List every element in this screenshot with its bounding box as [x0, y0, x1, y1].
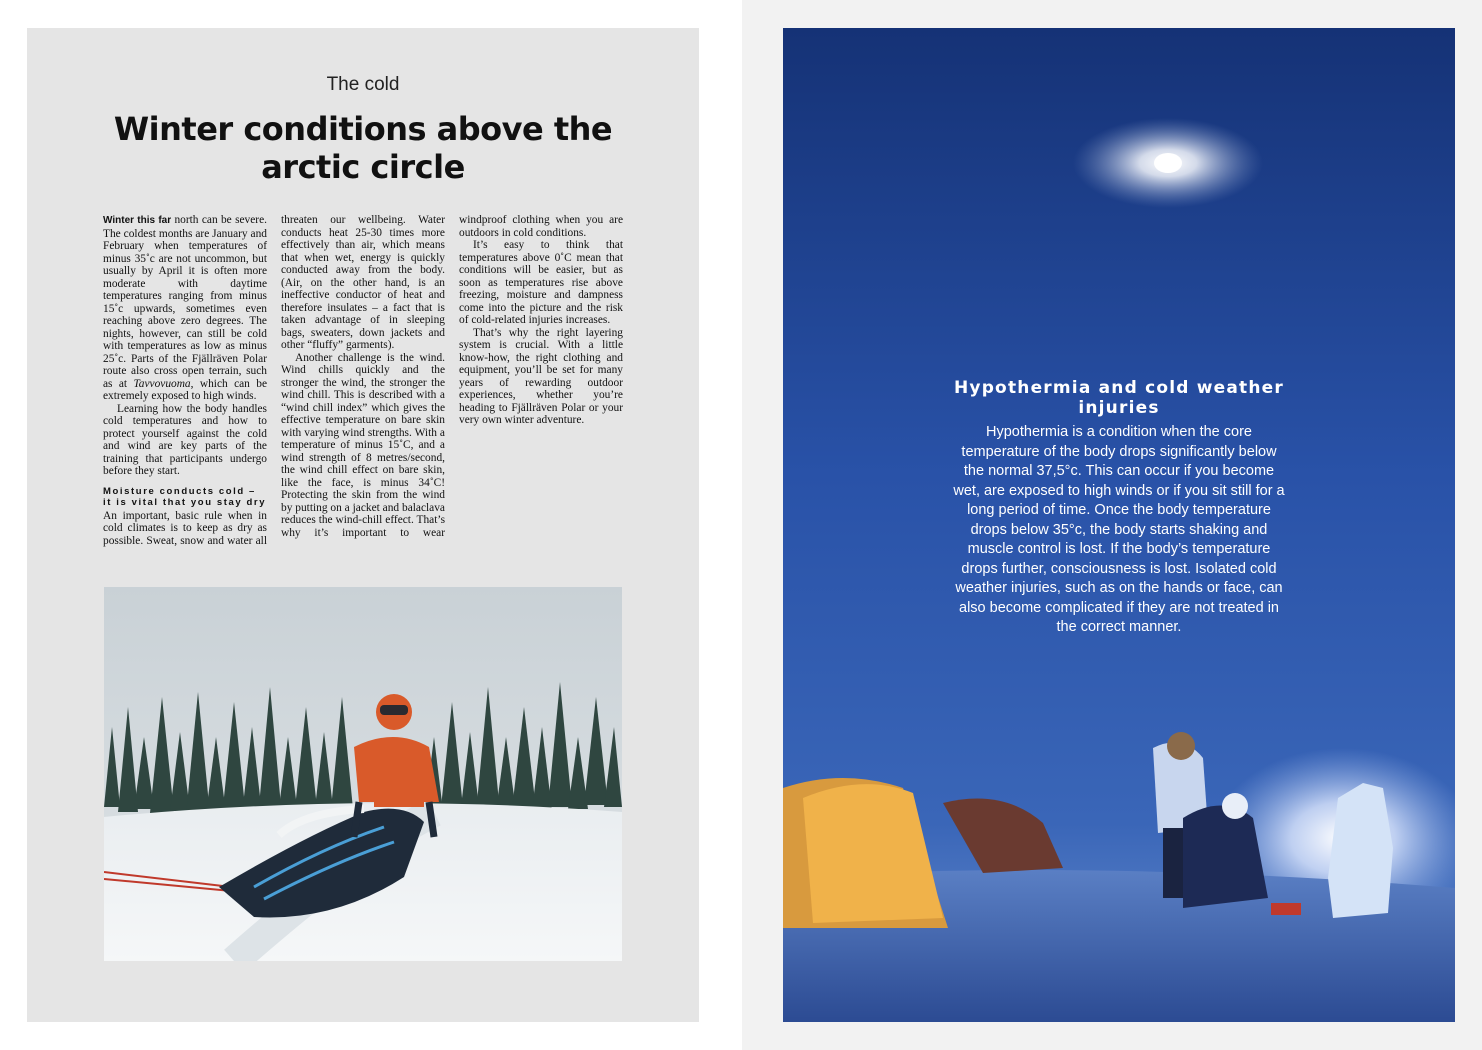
lead-in: Winter this far: [103, 215, 172, 226]
info-box-text: Hypothermia is a condition when the core temperature of the body drops significantly below the normal 37,5°c. This can occur if you become wet, are exposed to high winds or if you sit still for a long period of time. Once the body temperature drops below 35°c, the body starts shaking and muscle control is lost. If the body’s temperature drops further, consciousness is lost. Isolated cold weather injuries, such as on the hands or face, can also become complicated if they are not treated in the correct manner.: [953, 424, 1285, 635]
body-paragraph: Winter this far north can be severe. The coldest months are January and February when temperatures of minus 35˚c are not uncommon, but usually by April it is often more moderate with daytime temperatures ranging from minus 15˚c upwards, sometimes even reaching above zero degrees. The nights, however, can still be cold with temperatures as low as minus 25˚c. Parts of the Fjällräven Polar route also cross open terrain, such as at Tavvovuoma, which can be extremely exposed to high winds.: [103, 214, 268, 402]
body-paragraph: That’s why the right layering system is crucial. With a little know-how, the right clothing and equipment, you’ll be set for many years of rewarding outdoor experiences, whether you’re heading to Fjällräven Polar or your very own winter adventure.: [459, 326, 623, 426]
article-headline: Winter conditions above the arctic circle: [113, 110, 613, 186]
body-paragraph: Another challenge is the wind. Wind chills quickly and the stronger the wind, the stronger the wind chill. This is described with a “wind chill index” which gives the effective temperature on bare skin with varying wind strengths. With a temperature of minus 15˚C, and a wind strength of 8 metres/second, the wind chill effect on bare skin, like the face, is minus 34˚C! Protecting the skin from the wind by putting on a jacket and balaclava reduces the wind-chill effect. That’s why it’s important to wear windproof clothing when you are outdoors in cold conditions.: [281, 214, 623, 539]
dog-sled-photo: [104, 587, 622, 961]
body-paragraph: Learning how the body handles cold temperatures and how to protect yourself against the cold and wind are key parts of the training that participants undergo before they start.: [103, 402, 267, 477]
body-subhead: Moisture conducts cold – it is vital that you stay dry: [103, 485, 267, 508]
body-paragraph: An important, basic rule when in cold climates is to keep as dry as possible. Sweat, snow and water all threaten our wellbeing. Water conducts heat 25-30 times more effectively than air, which means that when wet, energy is quickly conducted away from the body. (Air, on the other hand, is an ineffective conductor of heat and therefore insulates – a fact that is taken advantage of in sleeping bags, sweaters, down jackets and other “fluffy” garments).: [103, 214, 445, 547]
body-paragraph: It’s easy to think that temperatures above 0˚C mean that conditions will be easier, but as soon as temperatures rise above freezing, moisture and dampness come into the picture and the risk of cold-related injuries increases.: [459, 239, 623, 326]
article-body: [103, 214, 623, 554]
right-page: [783, 28, 1455, 1022]
section-kicker: The cold: [326, 74, 400, 95]
info-box-title: Hypothermia and cold weather injuries: [953, 378, 1284, 418]
left-page: [27, 28, 699, 1022]
